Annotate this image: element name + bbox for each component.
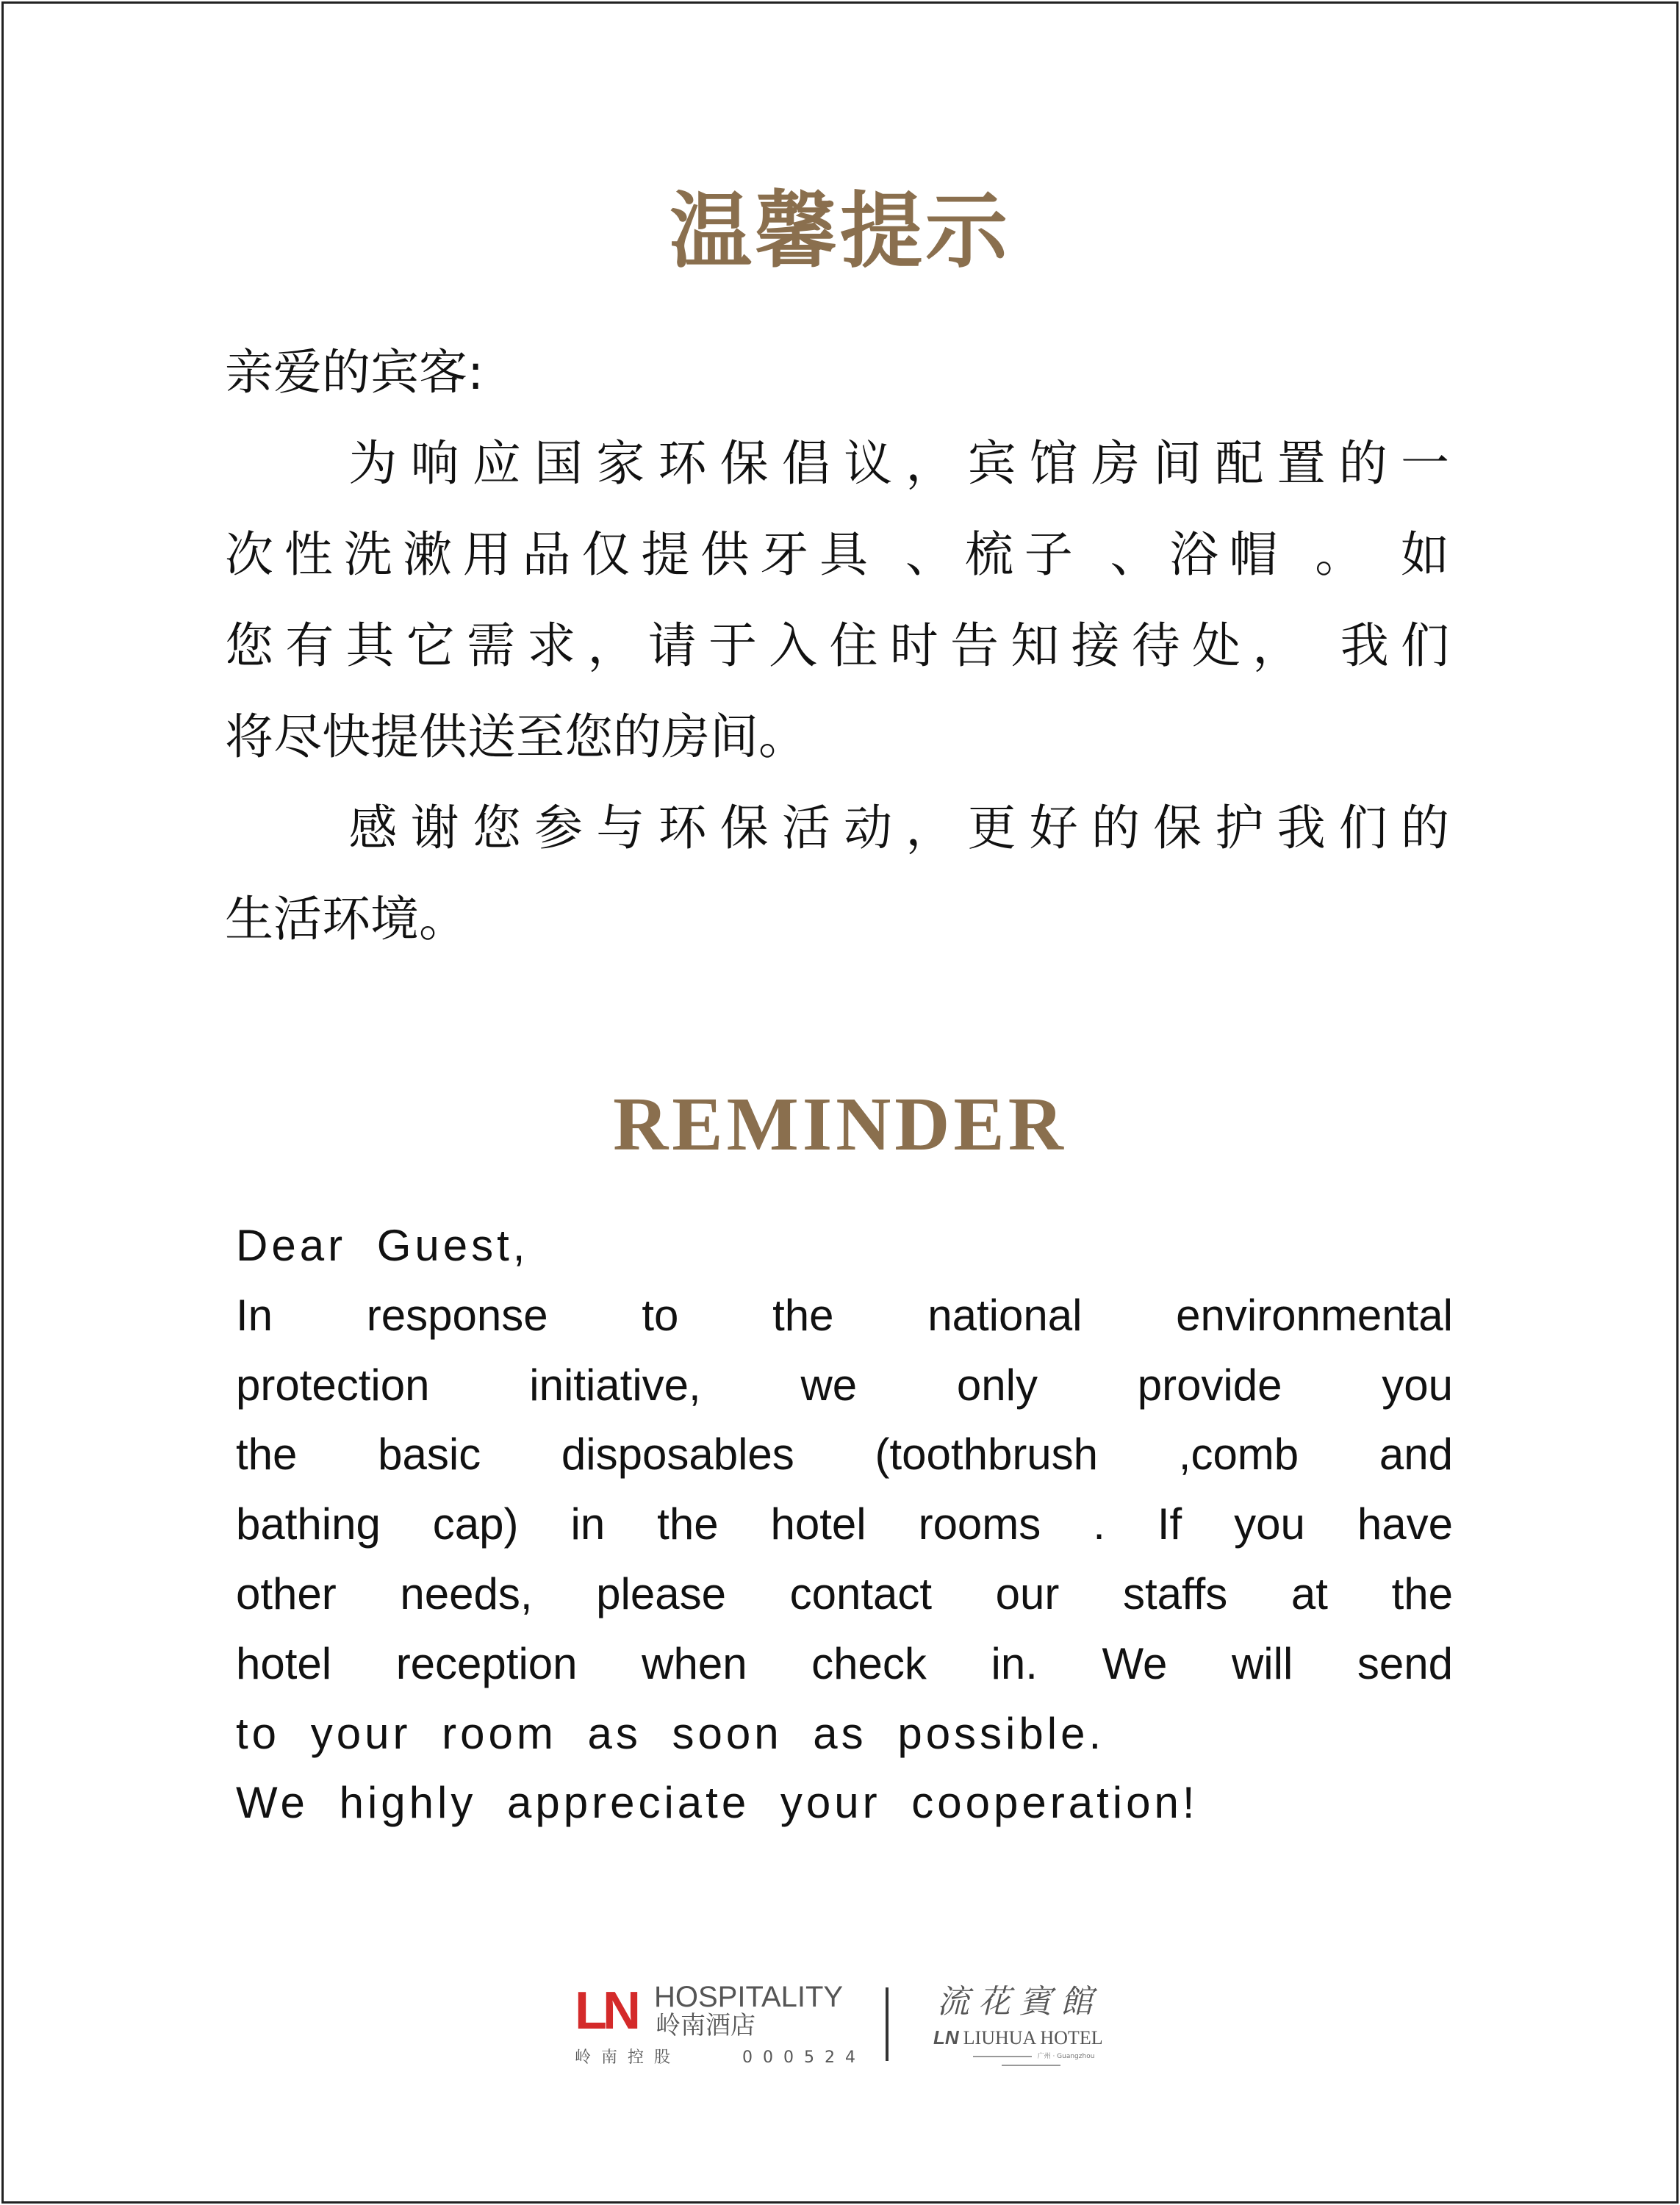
chinese-line: 次性洗漱用品仅提供牙具 、梳子 、浴帽 。 如 [225, 526, 1449, 583]
english-line: the basic disposables (toothbrush ,comb and [236, 1430, 1453, 1480]
hospitality-label: HOSPITALITY [654, 1981, 844, 2013]
stock-code: 000524 [742, 2048, 866, 2067]
english-line: protection initiative, we only provide you [236, 1360, 1453, 1410]
chinese-title: 温馨提示 [670, 183, 1010, 279]
chinese-line: 生活环境。 [225, 891, 467, 947]
english-line: bathing cap) in the hotel rooms . If you have [236, 1499, 1453, 1549]
liuhua-hotel-name: LIUHUA HOTEL [963, 2027, 1103, 2048]
english-line: to your room as soon as possible. [236, 1708, 1105, 1758]
holding-label: 岭南控股 [575, 2048, 681, 2067]
english-line: In response to the national environmental [236, 1290, 1453, 1340]
liuhua-hotel-cn-logo: 流花賓館 [937, 1983, 1102, 2021]
chinese-line: 您有其它需求，请于入住时告知接待处， 我们 [225, 617, 1449, 674]
english-line: We highly appreciate your cooperation! [236, 1778, 1199, 1828]
english-title: REMINDER [613, 1082, 1067, 1166]
chinese-greeting: 亲爱的宾客: [225, 344, 484, 401]
logo-divider [886, 1987, 889, 2061]
chinese-line: 为响应国家环保倡议，宾馆房间配置的一 [225, 435, 1449, 492]
chinese-notice [225, 338, 1449, 976]
city-label: 广州 · Guangzhou [933, 2052, 1128, 2070]
english-line: other needs, please contact our staffs at the [236, 1568, 1453, 1618]
chinese-line: 感谢您参与环保活动，更好的保护我们的 [225, 800, 1449, 856]
hospitality-cn-label: 岭南酒店 [656, 2011, 755, 2040]
english-line: hotel reception when check in. We will send [236, 1638, 1453, 1688]
english-notice [236, 1216, 1453, 1843]
footer-logos [566, 1970, 1139, 2065]
liuhua-hotel-en-logo [933, 2027, 1103, 2048]
chinese-line: 将尽快提供送至您的房间。 [225, 709, 807, 765]
ln-hospitality-logo-mark: LN [575, 1982, 636, 2040]
ln-small-mark: LN [933, 2026, 959, 2048]
english-greeting: Dear Guest, [236, 1221, 529, 1270]
